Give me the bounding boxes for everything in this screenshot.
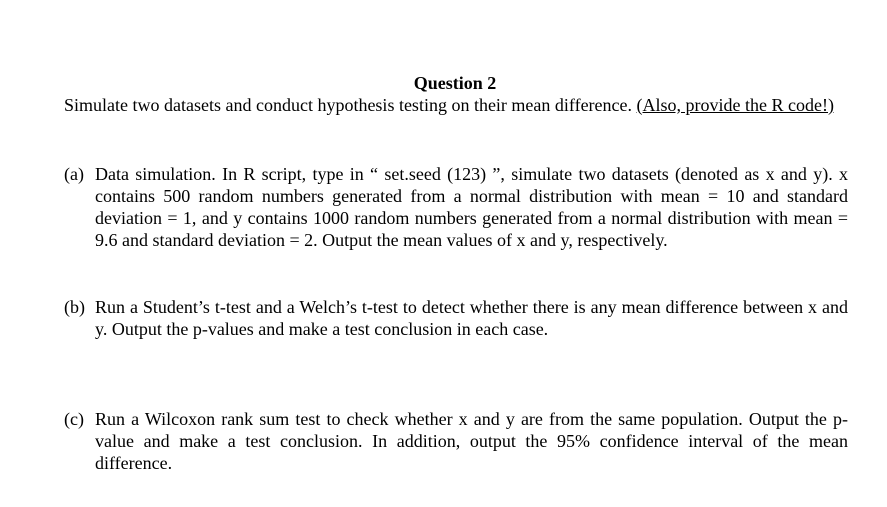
part-b-label: (b) (64, 297, 85, 317)
part-c (64, 408, 848, 474)
part-b (64, 296, 848, 340)
question-intro (64, 94, 848, 116)
part-c-text: Run a Wilcoxon rank sum test to check whether x and y are from the same population. Output the p-value and make a test conclusion. In addition, output the 95% confidence interval of the mean difference. (95, 409, 848, 473)
part-a (64, 163, 848, 251)
part-a-label: (a) (64, 164, 84, 184)
part-b-text: Run a Student’s t-test and a Welch’s t-test to detect whether there is any mean difference between x and y. Output the p-values and make a test conclusion in each case. (95, 297, 848, 339)
part-c-label: (c) (64, 409, 84, 429)
intro-text: Simulate two datasets and conduct hypothesis testing on their mean difference. (64, 95, 637, 115)
question-title: Question 2 (413, 73, 497, 93)
intro-code-request: (Also, provide the R code!) (636, 95, 834, 115)
part-a-text: Data simulation. In R script, type in “ set.seed (123) ”, simulate two datasets (denoted as x and y). x contains 500 random numbers generated from a normal distribution with mean = 10 and standard deviation = 1, and y contains 1000 random numbers generated from a normal distribution with mean = 9.6 and standard deviation = 2. Output the mean values of x and y, respectively. (95, 164, 848, 250)
